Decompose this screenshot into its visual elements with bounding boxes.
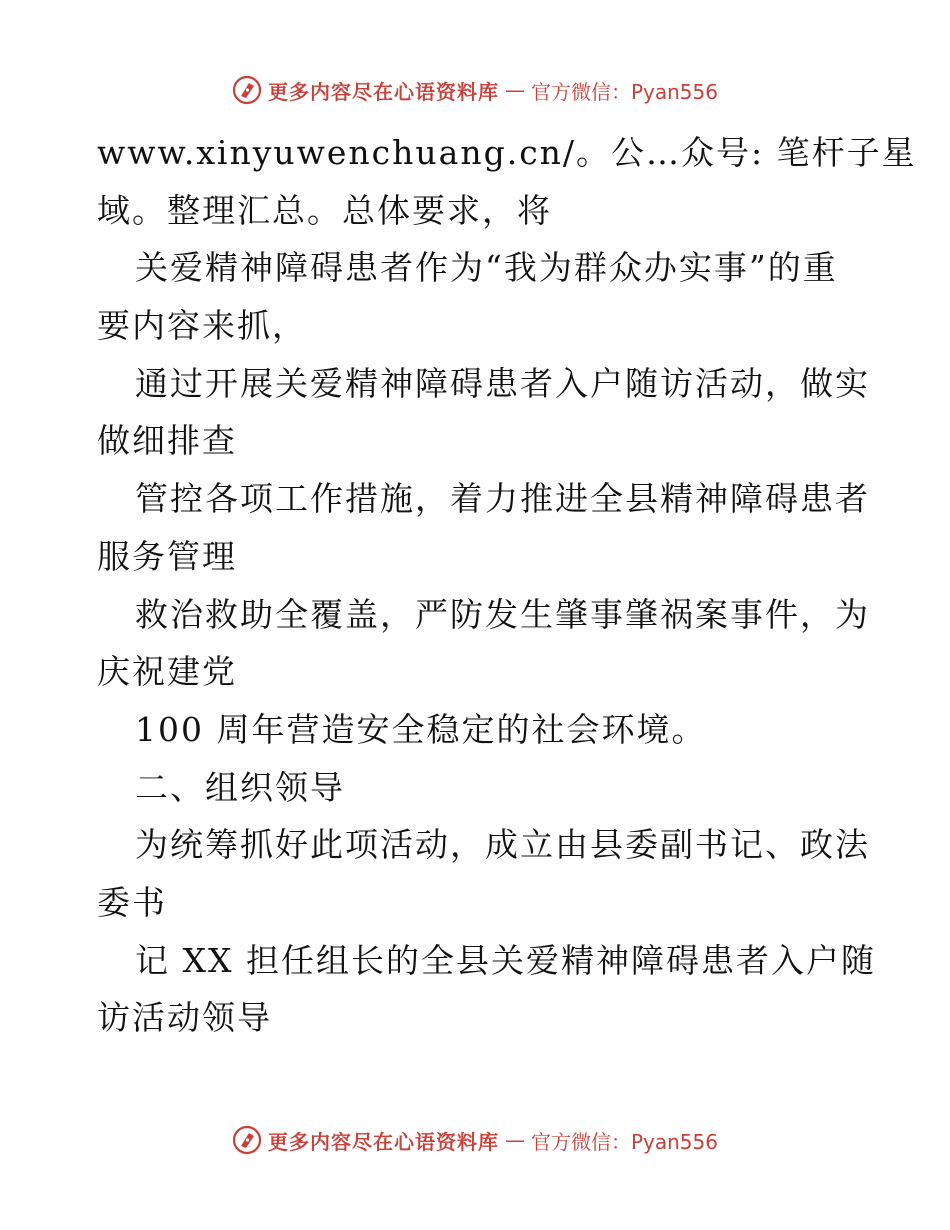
body-line: 管控各项工作措施，着力推进全县精神障碍患者 xyxy=(135,479,870,519)
banner-contact-text: 官方微信：Pyan556 xyxy=(530,1129,718,1154)
section-heading: 二、组织领导 xyxy=(135,767,345,807)
document-body xyxy=(97,124,917,1047)
pen-nib-logo-icon xyxy=(232,1125,262,1155)
body-line: 服务管理 xyxy=(97,536,237,576)
banner-brand-text: 更多内容尽在心语资料库 xyxy=(267,79,499,104)
body-line: 100 周年营造安全稳定的社会环境。 xyxy=(135,709,707,749)
banner-separator: — xyxy=(504,78,525,102)
body-line: 为统筹抓好此项活动，成立由县委副书记、政法 xyxy=(135,825,870,865)
body-line: www.xinyuwenchuang.cn/。公…众号: 笔杆子星 xyxy=(97,133,917,172)
body-line: 要内容来抓， xyxy=(97,306,307,346)
body-line: 记 XX 担任组长的全县关爱精神障碍患者入户随 xyxy=(135,940,876,980)
body-line: 访活动领导 xyxy=(97,998,272,1038)
body-line: 关爱精神障碍患者作为“我为群众办实事”的重 xyxy=(135,248,838,288)
body-line: 域。整理汇总。总体要求，将 xyxy=(97,190,552,230)
body-line: 委书 xyxy=(97,882,167,922)
footer-watermark-banner xyxy=(0,1120,950,1160)
body-line: 庆祝建党 xyxy=(97,652,237,692)
banner-brand-text: 更多内容尽在心语资料库 xyxy=(267,1129,499,1154)
body-line: 做细排查 xyxy=(97,421,237,461)
banner-separator: — xyxy=(504,1128,525,1152)
pen-nib-logo-icon xyxy=(232,75,262,105)
body-line: 通过开展关爱精神障碍患者入户随访活动，做实 xyxy=(135,363,870,403)
banner-contact-text: 官方微信：Pyan556 xyxy=(530,79,718,104)
header-watermark-banner xyxy=(0,70,950,110)
body-line: 救治救助全覆盖，严防发生肇事肇祸案事件，为 xyxy=(135,594,870,634)
